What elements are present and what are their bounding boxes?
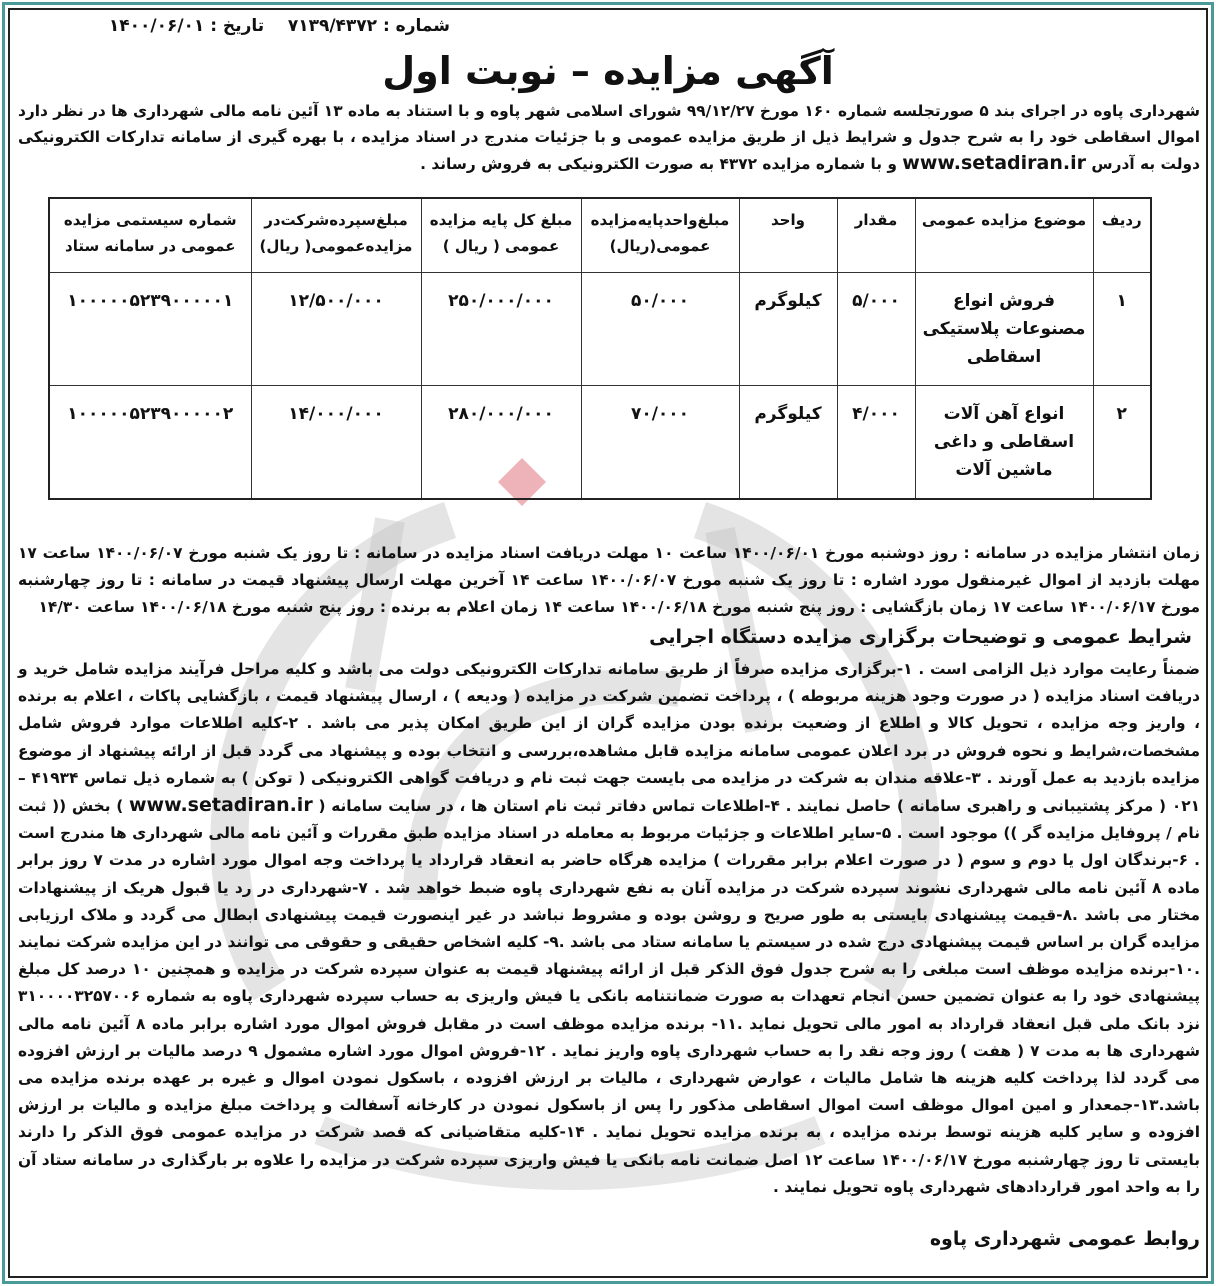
col-header-unit: واحد <box>739 198 837 272</box>
intro-paragraph <box>18 98 1200 177</box>
cell-unit: کیلوگرم <box>739 272 837 385</box>
cell-system-number: ۱۰۰۰۰۰۵۲۳۹۰۰۰۰۰۱ <box>49 272 251 385</box>
cell-row-number: ۱ <box>1093 272 1151 385</box>
cell-total-price: ۲۸۰/۰۰۰/۰۰۰ <box>421 385 581 499</box>
cell-subject: انواع آهن آلات اسقاطی و داغی ماشین آلات <box>915 385 1093 499</box>
conditions-text-2: ) بخش (( ثبت نام / پروفایل مزایده گر )) موجود است . ۵-سایر اطلاعات و جزئیات مربوط به معامله در اسناد مزایده طبق مقررات و آئین نامه مالی شهرداری ها مندرج است . ۶-برندگان اول یا دوم و سوم ( در صورت اعلام برابر مقررات ) مزایده هرگاه حاضر به انعقاد قرارداد یا پرداخت وجه اموال مورد اشاره در مدت ۷ روز برابر ماده ۸ آئین نامه مالی شهرداری نشوند سپرده شرکت در مزایده آنان به نفع شهرداری پاوه ضبط خواهد شد . ۷-شهرداری در رد یا قبول هریک از پیشنهادات مختار می باشد .۸-قیمت پیشنهادی بایستی به طور صریح و روشن بوده و مشروط نباشد در غیر اینصورت قیمت پیشنهادی ابطال می گردد و ملاک ارزیابی مزایده گران بر اساس قیمت پیشنهادی درج شده در سیستم یا سامانه ستاد می باشد .۹- کلیه اشخاص حقیقی و حقوقی می توانند در این مزایده شرکت نمایند .۱۰-برنده مزایده موظف است مبلغی را به شرح جدول فوق الذکر قبل از ارائه پیشنهاد قیمت به عنوان سپرده شرکت در مزایده و همچنین ۱۰ درصد کل مبلغ پیشنهادی خود را به عنوان تضمین حسن انجام تعهدات به صورت ضمانتنامه بانکی یا فیش واریزی به حساب سپرده شهرداری پاوه به شماره ۳۱۰۰۰۰۳۲۵۷۰۰۶ نزد بانک ملی قبل انعقاد قرارداد به امور مالی تحویل نماید .۱۱- برنده مزایده موظف است در مقابل فروش اموال مورد اشاره برابر ماده ۸ آئین نامه مالی شهرداری ها به مدت ۷ ( هفت ) روز وجه نقد را به حساب شهرداری پاوه واریز نماید . ۱۲-فروش اموال مورد اشاره مشمول ۹ درصد مالیات بر ارزش افزوده می گردد لذا پرداخت کلیه هزینه ها شامل مالیات ، عوارض شهرداری ، مالیات بر ارزش افزوده ، باسکول نمودن اموال و غیره بر عهده برنده مزایده می باشد.۱۳-جمعدار و امین اموال موظف است اموال اسقاطی مذکور را پس از باسکول نمودن در کارخانه آسفالت و پرداخت مبلغ مزایده و مالیات بر ارزش افزوده و سایر کلیه هزینه توسط برنده مزایده ، به برنده مزایده تحویل نماید . ۱۴-کلیه متقاضیانی که قصد شرکت در مزایده عمومی فوق الذکر را دارند بایستی تا روز چهارشنبه مورخ ۱۴۰۰/۰۶/۱۷ ساعت ۱۲ اصل ضمانت نامه بانکی یا فیش واریزی سپرده شرکت در مزایده را علاوه بر بارگذاری در سامانه ستاد آن را به واحد امور قراردادهای شهرداری پاوه تحویل نمایند . <box>18 797 1201 1196</box>
number-label: شماره : <box>382 16 450 36</box>
cell-unit-price: ۷۰/۰۰۰ <box>581 385 739 499</box>
signature: روابط عمومی شهرداری پاوه <box>929 1228 1200 1250</box>
schedule-paragraph: زمان انتشار مزایده در سامانه : روز دوشنبه مورخ ۱۴۰۰/۰۶/۰۱ ساعت ۱۰ مهلت دریافت اسناد مزایده در سامانه : تا روز یک شنبه مورخ ۱۴۰۰/۰۶/۰۷ ساعت ۱۷ مهلت بازدید از اموال غیرمنقول مورد اشاره : تا روز یک شنبه مورخ ۱۴۰۰/۰۶/۰۷ ساعت ۱۴ آخرین مهلت ارسال پیشنهاد قیمت در سامانه : تا روز چهارشنبه مورخ ۱۴۰۰/۰۶/۱۷ ساعت ۱۷ زمان بازگشایی : روز پنج شنبه مورخ ۱۴۰۰/۰۶/۱۸ ساعت ۱۴ زمان اعلام به برنده : روز پنج شنبه مورخ ۱۴۰۰/۰۶/۱۸ ساعت ۱۴/۳۰ <box>18 544 1201 616</box>
col-header-unit-price: مبلغ‌واحدپایه‌مزایده عمومی(ریال) <box>581 198 739 272</box>
cell-quantity: ۴/۰۰۰ <box>837 385 915 499</box>
col-header-deposit: مبلغ‌سپرده‌شرکت‌در مزایده‌عمومی( ریال) <box>251 198 421 272</box>
cell-total-price: ۲۵۰/۰۰۰/۰۰۰ <box>421 272 581 385</box>
col-header-total-price: مبلغ کل پایه مزایده عمومی ( ریال ) <box>421 198 581 272</box>
col-header-quantity: مقدار <box>837 198 915 272</box>
table-row <box>49 385 1151 499</box>
date-label: تاریخ : <box>210 16 265 36</box>
cell-system-number: ۱۰۰۰۰۰۵۲۳۹۰۰۰۰۰۲ <box>49 385 251 499</box>
conditions-url: www.setadiran.ir <box>129 794 313 817</box>
intro-text-1: شهرداری پاوه در اجرای بند ۵ صورتجلسه شماره ۱۶۰ مورخ ۹۹/۱۲/۲۷ شورای اسلامی شهر پاوه و با استناد به ماده ۱۳ آئین نامه مالی شهرداری ها در نظر دارد اموال اسقاطی خود را به شرح جدول و شرایط ذیل از طریق مزایده عمومی و با جزئیات مندرج در اسناد مزایده ، با بهره گیری از سامانه تدارکات الکترونیکی دولت به آدرس <box>18 102 1200 173</box>
intro-url: www.setadiran.ir <box>902 152 1086 174</box>
col-header-system-number: شماره سیستمی مزایده عمومی در سامانه ستاد <box>49 198 251 272</box>
col-header-row-number: ردیف <box>1093 198 1151 272</box>
conditions-text-1: ضمناً رعایت موارد ذیل الزامی است . ۱-برگزاری مزایده صرفاً از طریق سامانه تدارکات الکترونیکی دولت می باشد و کلیه مراحل فرآیند مزایده شامل خرید و دریافت اسناد مزایده ( در صورت وجود هزینه مربوطه ) ، پرداخت تضمین شرکت در مزایده ( ودیعه ) ، ارسال پیشنهاد قیمت ، بازگشایی پاکات ، اعلام به برنده ، واریز وجه مزایده ، تحویل کالا و اطلاع از وضعیت برنده بودن مزایده گران از این طریق امکان پذیر می باشد . ۲-کلیه اطلاعات موارد فروش شامل مشخصات،شرایط و نحوه فروش در برد اعلان عمومی سامانه مزایده قابل مشاهده،بررسی و انتخاب بوده و پیشنهاد می گردد قبل از ارائه پیشنهاد از موضوع مزایده بازدید به عمل آورند . ۳-علاقه مندان به شرکت در مزایده می بایست جهت ثبت نام و دریافت گواهی الکترونیکی ( توکن ) به شماره ذیل تماس ۴۱۹۳۴ – ۰۲۱ ( مرکز پشتیبانی و راهبری سامانه ) حاصل نمایند . ۴-اطلاعات تماس دفاتر ثبت نام استان ها ، در سایت سامانه ( <box>18 660 1201 816</box>
number-value: ۷۱۳۹/۴۳۷۲ <box>287 16 378 36</box>
table-header-row <box>49 198 1151 272</box>
cell-deposit: ۱۲/۵۰۰/۰۰۰ <box>251 272 421 385</box>
intro-text-2: و با شماره مزایده ۴۳۷۲ به صورت الکترونیکی به فروش رساند . <box>420 155 897 173</box>
conditions-heading: شرایط عمومی و توضیحات برگزاری مزایده دستگاه اجرایی <box>649 626 1192 648</box>
col-header-subject: موضوع مزایده عمومی <box>915 198 1093 272</box>
cell-deposit: ۱۴/۰۰۰/۰۰۰ <box>251 385 421 499</box>
date-value: ۱۴۰۰/۰۶/۰۱ <box>108 16 205 36</box>
cell-row-number: ۲ <box>1093 385 1151 499</box>
page-title: آگهی مزایده – نوبت اول <box>382 49 834 93</box>
cell-quantity: ۵/۰۰۰ <box>837 272 915 385</box>
cell-unit-price: ۵۰/۰۰۰ <box>581 272 739 385</box>
auction-table <box>48 197 1152 500</box>
notice-header <box>30 16 450 36</box>
cell-unit: کیلوگرم <box>739 385 837 499</box>
table-row <box>49 272 1151 385</box>
conditions-paragraph <box>18 656 1200 1201</box>
cell-subject: فروش انواع مصنوعات پلاستیکی اسقاطی <box>915 272 1093 385</box>
